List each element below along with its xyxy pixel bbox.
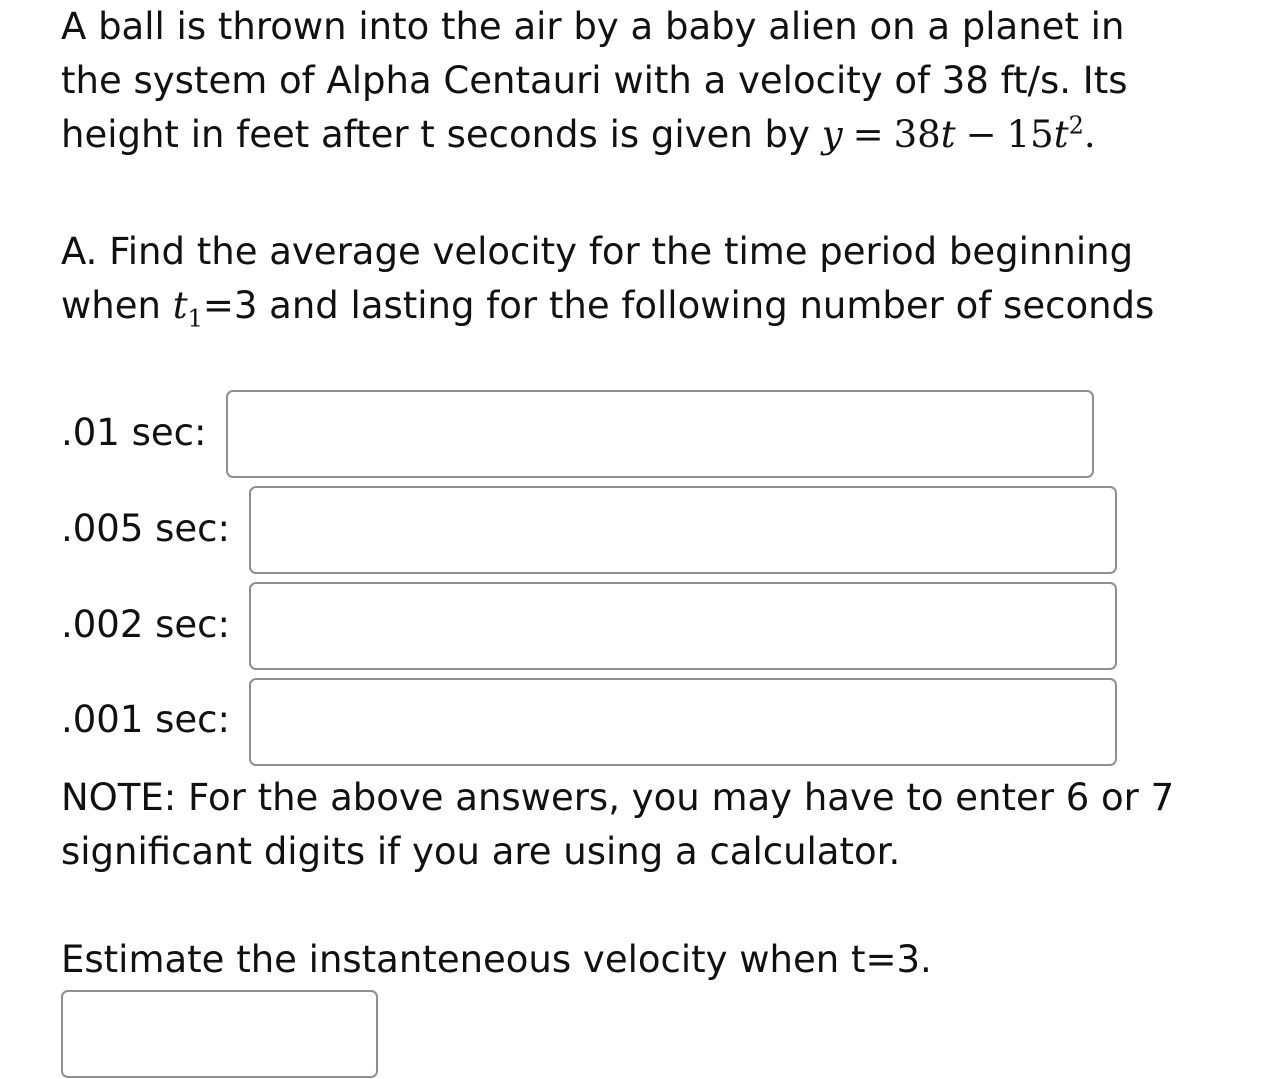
- instantaneous-velocity-input[interactable]: [61, 990, 378, 1078]
- formula-variable-t-squared: t: [1053, 113, 1069, 156]
- formula-equals: =: [852, 113, 884, 156]
- part-a-instructions: [61, 225, 1154, 333]
- note-line-1: NOTE: For the above answers, you may have to enter 6 or 7: [61, 776, 1175, 819]
- answer-label-001-sec: .001 sec:: [61, 698, 230, 741]
- significant-digits-note: [61, 771, 1174, 879]
- formula-variable-t: t: [940, 113, 956, 156]
- problem-line-3-text: height in feet after t seconds is given by: [61, 113, 810, 156]
- answer-label-005-sec: .005 sec:: [61, 507, 230, 550]
- instantaneous-velocity-prompt: Estimate the instanteneous velocity when t=3.: [61, 938, 932, 981]
- t1-variable: t: [172, 284, 188, 327]
- answer-input-01-sec[interactable]: [226, 390, 1094, 478]
- part-a-line-1: A. Find the average velocity for the time period beginning: [61, 230, 1134, 273]
- formula-coefficient-15: 15: [1006, 113, 1054, 156]
- problem-statement: [61, 0, 1128, 162]
- part-a-line-2: [61, 279, 1154, 333]
- answer-input-005-sec[interactable]: [249, 486, 1117, 574]
- note-line-2: significant digits if you are using a calculator.: [61, 830, 901, 873]
- answer-label-01-sec: .01 sec:: [61, 411, 207, 454]
- part-a-line-2-prefix: when: [61, 284, 161, 327]
- formula-exponent: 2: [1068, 111, 1084, 140]
- formula-coefficient-38: 38: [893, 113, 941, 156]
- answer-label-002-sec: .002 sec:: [61, 603, 230, 646]
- answer-input-001-sec[interactable]: [249, 678, 1117, 766]
- formula-period: .: [1083, 113, 1096, 156]
- problem-line-2: the system of Alpha Centauri with a velocity of 38 ft/s. Its: [61, 59, 1128, 102]
- problem-line-3: [61, 108, 1128, 162]
- t1-subscript: 1: [187, 304, 203, 333]
- answer-input-002-sec[interactable]: [249, 582, 1117, 670]
- formula-minus: −: [965, 113, 997, 156]
- formula-variable-y: y: [821, 113, 843, 156]
- problem-line-1: A ball is thrown into the air by a baby alien on a planet in: [61, 5, 1125, 48]
- height-formula: [822, 113, 1096, 156]
- part-a-line-2-suffix: =3 and lasting for the following number of seconds: [202, 284, 1155, 327]
